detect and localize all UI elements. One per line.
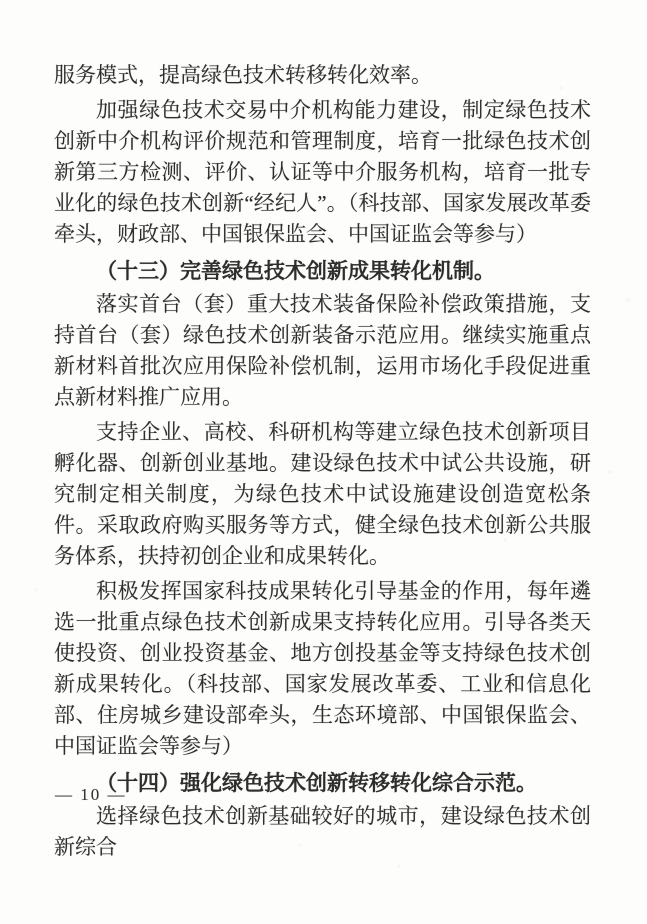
document-body	[54, 60, 591, 863]
paragraph: 选择绿色技术创新基础较好的城市，建设绿色技术创新综合	[54, 804, 591, 859]
section-heading: （十四）强化绿色技术创新转移转化综合示范。	[96, 771, 537, 795]
paragraph: 服务模式，提高绿色技术转移转化效率。	[54, 63, 432, 87]
paragraph: 积极发挥国家科技成果转化引导基金的作用，每年遴选一批重点绿色技术创新成果支持转化应用。引导各类天使投资、创业投资基金、地方创投基金等支持绿色技术创新成果转化。（科技部、国家发展改革委、工业和信息化部、住房城乡建设部牵头，生态环境部、中国银保监会、中国证监会等参与）	[54, 579, 591, 758]
paragraph: 落实首台（套）重大技术装备保险补偿政策措施，支持首台（套）绿色技术创新装备示范应用。继续实施重点新材料首批次应用保险补偿机制，运用市场化手段促进重点新材料推广应用。	[54, 292, 591, 409]
paragraph: 支持企业、高校、科研机构等建立绿色技术创新项目孵化器、创新创业基地。建设绿色技术中试公共设施，研究制定相关制度，为绿色技术中试设施建设创造宽松条件。采取政府购买服务等方式，健全绿色技术创新公共服务体系，扶持初创企业和成果转化。	[54, 420, 591, 568]
section-heading: （十三）完善绿色技术创新成果转化机制。	[96, 259, 495, 283]
page-number: — 10 —	[55, 785, 127, 804]
paragraph: 加强绿色技术交易中介机构能力建设，制定绿色技术创新中介机构评价规范和管理制度，培育一批绿色技术创新第三方检测、评价、认证等中介服务机构，培育一批专业化的绿色技术创新“经纪人”。（科技部、国家发展改革委牵头，财政部、中国银保监会、中国证监会等参与）	[54, 98, 591, 246]
